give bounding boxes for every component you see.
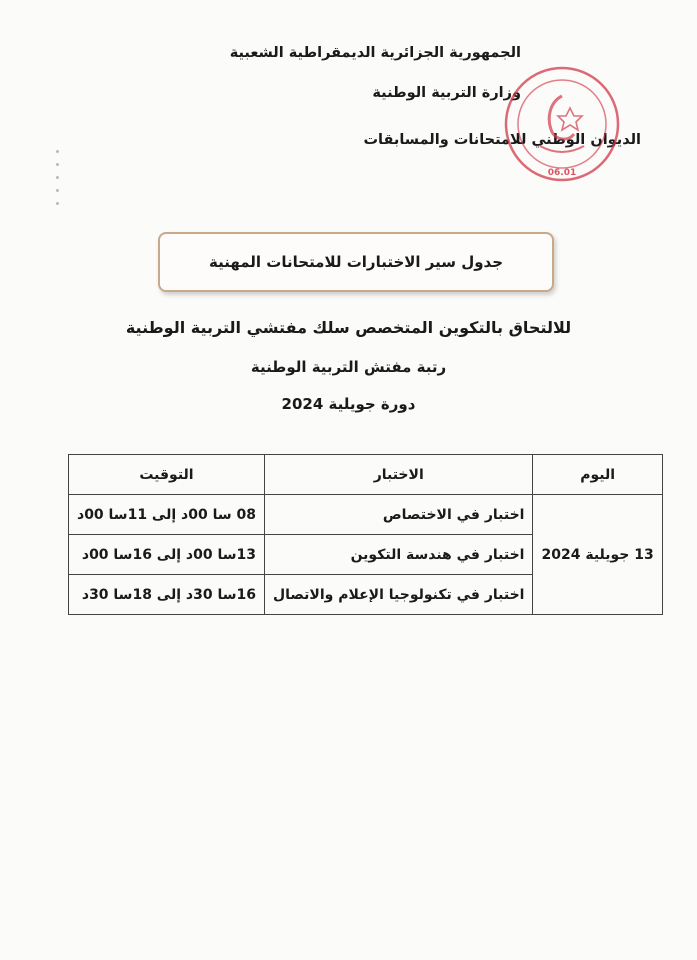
stamp-emblem (540, 96, 584, 152)
test-name-cell: اختبار في هندسة التكوين (264, 535, 533, 575)
office-name: الديوان الوطني للامتحانات والمسابقات (363, 132, 641, 148)
subtitle-line-2: رتبة مفتش التربية الوطنية (250, 358, 447, 376)
exam-schedule-table (68, 454, 663, 615)
table-row (69, 495, 663, 535)
subtitle-line-1: للالتحاق بالتكوين المتخصص سلك مفتشي التربية الوطنية (125, 318, 572, 337)
republic-name: الجمهورية الجزائرية الديمقراطية الشعبية (229, 45, 521, 61)
test-time-cell: 13سا 00د إلى 16سا 00د (69, 535, 265, 575)
stamp-code: 06.01 (547, 168, 577, 178)
test-time-cell: 08 سا 00د إلى 11سا 00د (69, 495, 265, 535)
official-stamp (500, 62, 625, 187)
table-header-row (69, 455, 663, 495)
header-time: التوقيت (69, 455, 265, 495)
test-name-cell: اختبار في تكنولوجيا الإعلام والاتصال (264, 575, 533, 615)
exam-day-cell: 13 جويلية 2024 (533, 495, 662, 615)
document-title: جدول سير الاختبارات للامتحانات المهنية (208, 253, 504, 271)
test-name-cell: اختبار في الاختصاص (264, 495, 533, 535)
scan-dots (56, 150, 59, 215)
header-test: الاختبار (264, 455, 533, 495)
subtitle-line-3: دورة جويلية 2024 (281, 395, 416, 413)
header-day: اليوم (533, 455, 662, 495)
test-time-cell: 16سا 30د إلى 18سا 30د (69, 575, 265, 615)
title-box (158, 232, 554, 292)
ministry-name: وزارة التربية الوطنية (372, 85, 521, 101)
official-header (181, 44, 641, 148)
